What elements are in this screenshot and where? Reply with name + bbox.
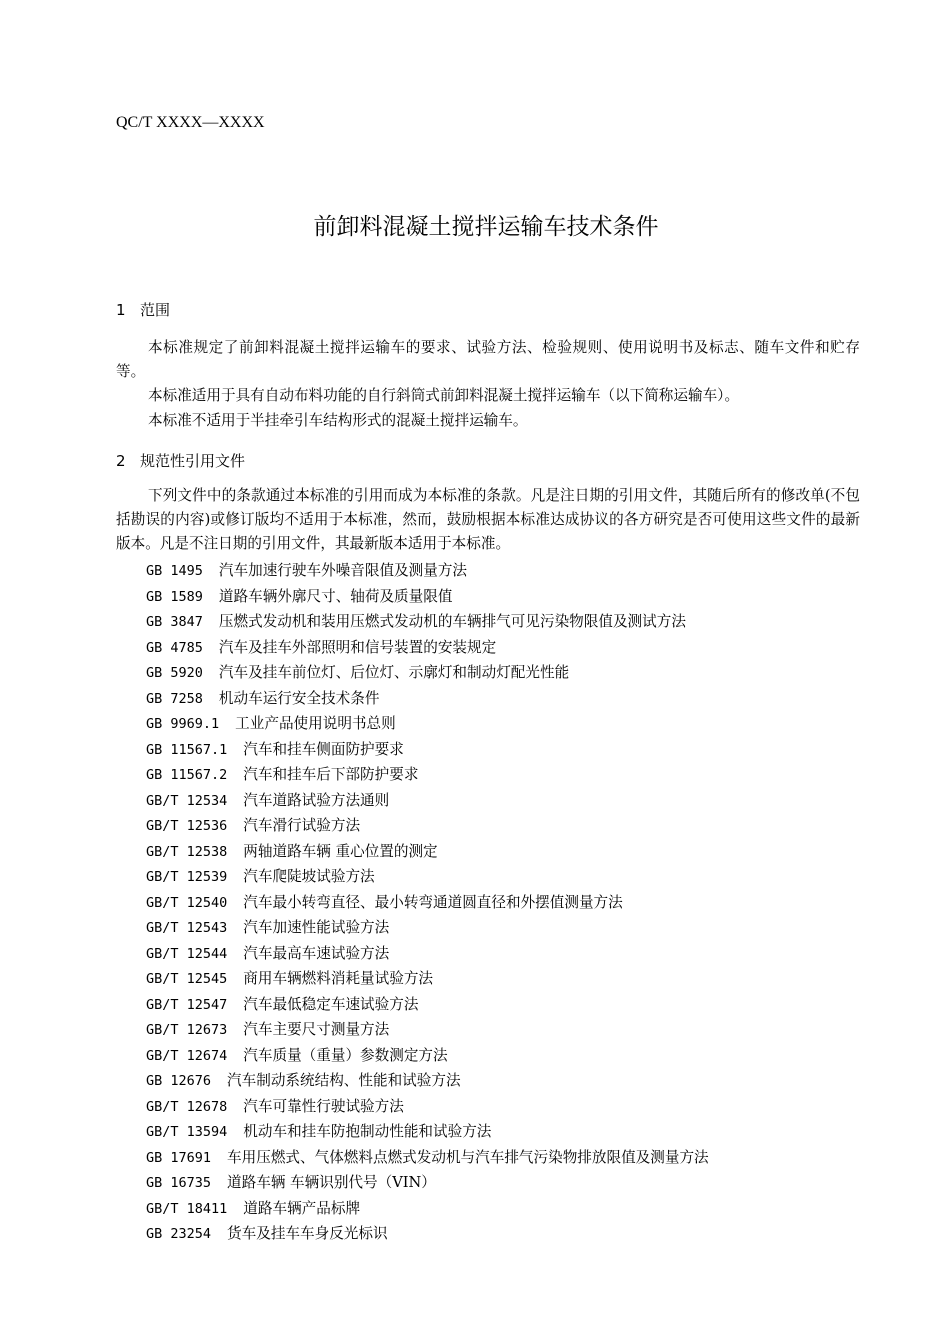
reference-title: 汽车道路试验方法通则 (243, 791, 390, 809)
reference-title: 机动车运行安全技术条件 (218, 689, 380, 707)
reference-item (146, 763, 709, 789)
reference-code: GB 16735 (146, 1175, 212, 1191)
reference-item (146, 712, 709, 738)
reference-item (146, 1120, 709, 1146)
reference-code: GB 5920 (146, 665, 203, 681)
reference-code: GB/T 13594 (146, 1124, 228, 1140)
reference-item (146, 1044, 709, 1070)
reference-code: GB/T 18411 (146, 1200, 228, 1217)
reference-code: GB 12676 (146, 1073, 212, 1089)
reference-title: 汽车滑行试验方法 (243, 817, 361, 834)
reference-title: 两轴道路车辆 重心位置的测定 (243, 842, 438, 860)
reference-title: 汽车主要尺寸测量方法 (243, 1021, 390, 1038)
reference-title: 汽车最低稳定车速试验方法 (243, 995, 419, 1013)
reference-code: GB 1495 (146, 563, 203, 579)
reference-code: GB/T 12545 (146, 971, 228, 987)
standard-number: QC/T XXXX—XXXX (116, 114, 265, 131)
reference-title: 工业产品使用说明书总则 (235, 715, 396, 732)
reference-code: GB/T 12543 (146, 920, 228, 936)
reference-code: GB/T 12538 (146, 843, 228, 860)
reference-title: 车用压燃式、气体燃料点燃式发动机与汽车排气污染物排放限值及测量方法 (227, 1148, 709, 1166)
reference-item (146, 942, 709, 968)
reference-item (146, 559, 709, 585)
reference-item (146, 967, 709, 993)
reference-item (146, 840, 709, 866)
reference-title: 汽车最高车速试验方法 (243, 944, 390, 962)
section-number: 1 (116, 301, 126, 319)
reference-item (146, 610, 709, 636)
reference-title: 汽车加速行驶车外噪音限值及测量方法 (218, 562, 468, 579)
reference-item (146, 1222, 709, 1248)
reference-title: 道路车辆外廓尺寸、轴荷及质量限值 (218, 587, 453, 605)
reference-code: GB/T 12673 (146, 1022, 228, 1038)
reference-item (146, 1069, 709, 1095)
reference-item (146, 916, 709, 942)
reference-code: GB/T 12540 (146, 894, 228, 911)
reference-code: GB 23254 (146, 1226, 212, 1242)
reference-title: 机动车和挂车防抱制动性能和试验方法 (243, 1123, 492, 1140)
reference-title: 压燃式发动机和装用压燃式发动机的车辆排气可见污染物限值及测试方法 (218, 613, 686, 630)
scope-paragraph: 本标准规定了前卸料混凝土搅拌运输车的要求、试验方法、检验规则、使用说明书及标志、随车文件和贮存等。 (116, 339, 860, 380)
references-intro: 下列文件中的条款通过本标准的引用而成为本标准的条款。凡是注日期的引用文件，其随后所有的修改单(不包括勘误的内容)或修订版均不适用于本标准，然而，鼓励根据本标准达成协议的各方研究是否可使用这些文件的最新版本。凡是不注日期的引用文件，其最新版本适用于本标准。 (116, 487, 860, 552)
reference-code: GB/T 12547 (146, 996, 228, 1013)
reference-title: 汽车和挂车侧面防护要求 (243, 740, 404, 758)
reference-title: 汽车制动系统结构、性能和试验方法 (227, 1072, 461, 1089)
reference-title: 汽车最小转弯直径、最小转弯通道圆直径和外摆值测量方法 (243, 893, 623, 911)
reference-code: GB/T 12534 (146, 792, 228, 809)
reference-item (146, 738, 709, 764)
reference-item (146, 891, 709, 917)
section-number: 2 (116, 452, 126, 470)
reference-code: GB/T 12678 (146, 1098, 228, 1115)
reference-title: 货车及挂车车身反光标识 (227, 1225, 388, 1242)
reference-code: GB/T 12544 (146, 945, 228, 962)
reference-item (146, 1171, 709, 1197)
reference-item (146, 636, 709, 662)
reference-item (146, 789, 709, 815)
reference-code: GB 4785 (146, 639, 203, 656)
reference-item (146, 993, 709, 1019)
reference-item (146, 1197, 709, 1223)
reference-title: 汽车和挂车后下部防护要求 (243, 766, 419, 783)
reference-title: 汽车加速性能试验方法 (243, 919, 390, 936)
reference-item (146, 1095, 709, 1121)
reference-list (146, 559, 709, 1248)
reference-code: GB 1589 (146, 588, 203, 605)
section-title: 规范性引用文件 (140, 452, 246, 470)
reference-code: GB/T 12536 (146, 818, 228, 834)
scope-paragraph: 本标准不适用于半挂牵引车结构形式的混凝土搅拌运输车。 (148, 412, 528, 429)
scope-paragraph: 本标准适用于具有自动布料功能的自行斜筒式前卸料混凝土搅拌运输车（以下简称运输车）。 (148, 387, 740, 404)
reference-item (146, 585, 709, 611)
reference-code: GB 3847 (146, 614, 203, 630)
reference-item (146, 1018, 709, 1044)
reference-title: 道路车辆产品标牌 (243, 1199, 361, 1217)
reference-code: GB/T 12539 (146, 869, 228, 885)
reference-title: 汽车质量（重量）参数测定方法 (243, 1046, 448, 1064)
reference-item (146, 1146, 709, 1172)
reference-title: 汽车爬陡坡试验方法 (243, 868, 375, 885)
reference-title: 汽车可靠性行驶试验方法 (243, 1097, 404, 1115)
reference-item (146, 865, 709, 891)
reference-item (146, 687, 709, 713)
reference-item (146, 661, 709, 687)
reference-title: 道路车辆 车辆识别代号（VIN） (227, 1174, 436, 1191)
section-title: 范围 (140, 301, 171, 319)
section-heading-scope (116, 299, 170, 320)
reference-code: GB 7258 (146, 690, 203, 707)
document-title: 前卸料混凝土搅拌运输车技术条件 (313, 214, 659, 240)
reference-code: GB/T 12674 (146, 1047, 228, 1064)
reference-item (146, 814, 709, 840)
reference-title: 汽车及挂车前位灯、后位灯、示廓灯和制动灯配光性能 (218, 664, 570, 681)
reference-code: GB 11567.1 (146, 741, 228, 758)
reference-code: GB 9969.1 (146, 716, 220, 732)
section-heading-references (116, 450, 245, 471)
reference-code: GB 17691 (146, 1149, 212, 1166)
reference-title: 商用车辆燃料消耗量试验方法 (243, 970, 434, 987)
reference-title: 汽车及挂车外部照明和信号装置的安装规定 (218, 638, 497, 656)
reference-code: GB 11567.2 (146, 767, 228, 783)
